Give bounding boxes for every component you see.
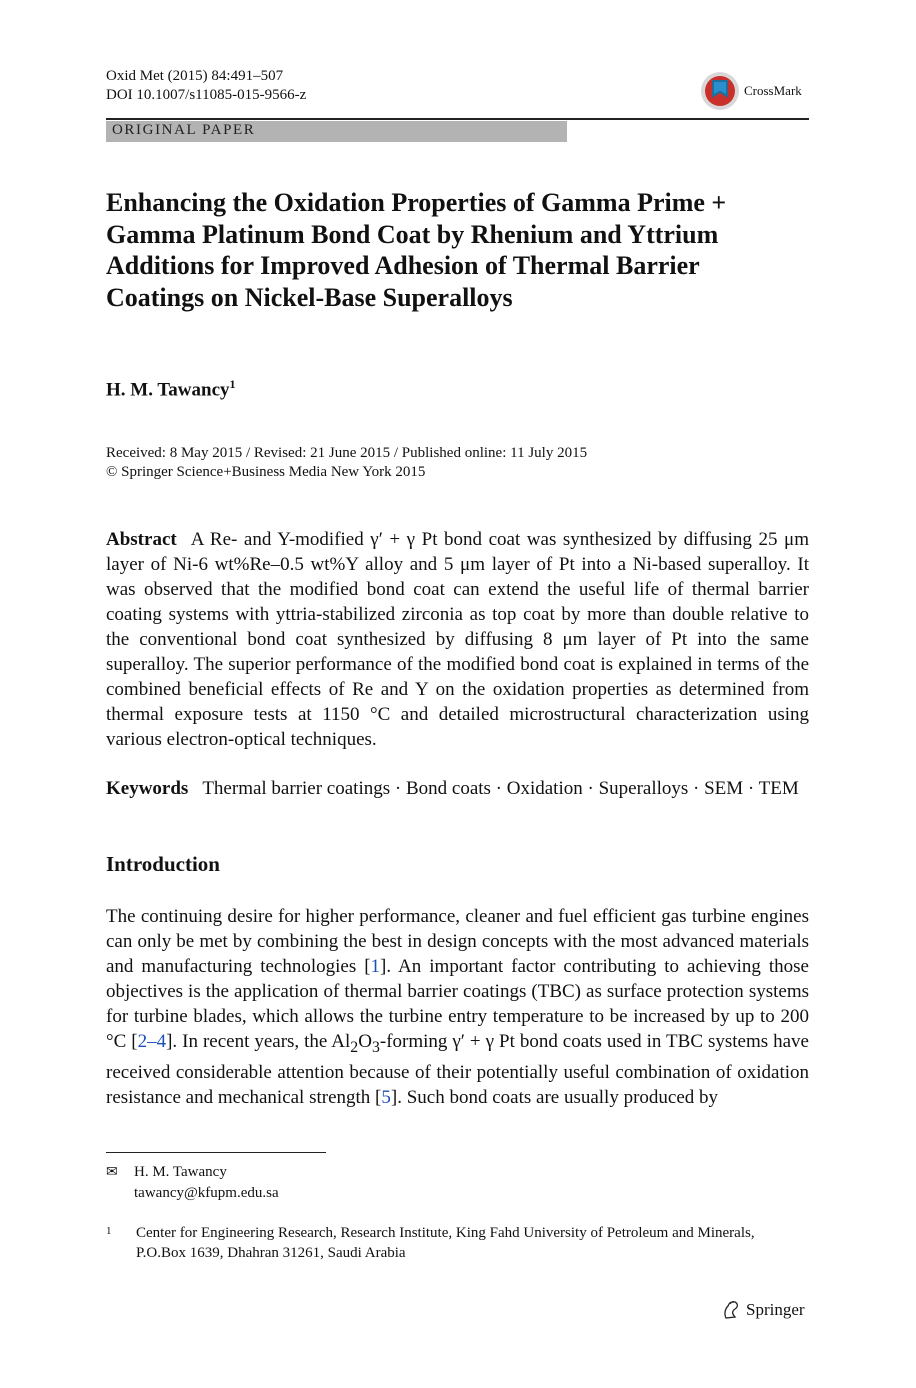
journal-citation	[106, 67, 306, 105]
abstract-text: A Re- and Y-modified γ′ + γ Pt bond coat was synthesized by diffusing 25 μm layer of Ni-6 wt%Re–0.5 wt%Y alloy and 5 μm layer of Pt into a Ni-based superalloy. It was observed that the modified bond coat can extend the useful life of thermal barrier coating systems with yttria-stabilized zirconia as top coat by more than double relative to the conventional bond coat synthesized by diffusing 8 μm layer of Pt into the same superalloy. The superior performance of the modified bond coat is explained in terms of the combined beneficial effects of Re and Y on the oxidation properties as determined from thermal exposure tests at 1150 °C and detailed microstructural characterization using various electron-optical techniques.	[106, 529, 809, 750]
journal-volume-pages: Oxid Met (2015) 84:491–507	[106, 68, 284, 84]
springer-horse-icon	[722, 1300, 740, 1320]
citation-link[interactable]: 5	[381, 1086, 391, 1108]
crossmark-label: CrossMark	[744, 83, 802, 98]
footnote-rule	[106, 1152, 326, 1153]
publication-dates: Received: 8 May 2015 / Revised: 21 June 2015 / Published online: 11 July 2015	[106, 445, 588, 461]
affiliation-text: Center for Engineering Research, Research Institute, King Fahd University of Petroleum and Minerals, P.O.Box 1639, Dhahran 31261, Saudi Arabia	[136, 1225, 755, 1261]
intro-text: ]. Such bond coats are usually produced by	[390, 1086, 719, 1108]
intro-text: -forming γ′ + γ Pt bond coats used in TBC systems have received considerable attention because of their potentially useful combination of oxidation resistance and mechanical strength [	[106, 1031, 809, 1108]
article-type-band	[106, 121, 567, 142]
crossmark-badge[interactable]	[700, 70, 810, 112]
subscript: 2	[350, 1038, 359, 1056]
intro-text: The continuing desire for higher performance, cleaner and fuel efficient gas turbine engines can only be met by combining the best in design concepts with the most advanced materials and manufacturing technologies [	[106, 906, 809, 977]
keywords	[106, 776, 809, 801]
keywords-text: Thermal barrier coatings · Bond coats · Oxidation · Superalloys · SEM · TEM	[202, 778, 799, 799]
keywords-label: Keywords	[106, 778, 189, 799]
introduction-paragraph	[106, 904, 809, 1110]
publisher-logo	[722, 1300, 805, 1320]
doi[interactable]: DOI 10.1007/s11085-015-9566-z	[106, 87, 307, 103]
author-line	[106, 377, 236, 401]
crossmark-icon	[700, 71, 740, 111]
intro-text: ]. An important factor contributing to achieving those objectives is the application of thermal barrier coatings (TBC) as surface protection systems for turbine blades, which allows the turbine entry temperature to be increased by up to 200 °C [	[106, 956, 809, 1052]
abstract	[106, 527, 809, 752]
abstract-label: Abstract	[106, 529, 177, 550]
contact-email[interactable]: tawancy@kfupm.edu.sa	[134, 1185, 279, 1201]
intro-text: ]. In recent years, the Al	[166, 1031, 351, 1052]
publication-history	[106, 444, 587, 482]
header-rule	[106, 118, 809, 120]
copyright-line: © Springer Science+Business Media New York 2015	[106, 464, 426, 480]
intro-text: O	[358, 1031, 372, 1052]
citation-link[interactable]: 2–4	[137, 1031, 167, 1052]
affiliation-number: 1	[106, 1225, 112, 1237]
envelope-icon: ✉	[106, 1165, 118, 1180]
corresponding-author	[106, 1162, 279, 1203]
section-heading-introduction: Introduction	[106, 852, 220, 876]
publisher-name: Springer	[746, 1300, 805, 1319]
author-name[interactable]: H. M. Tawancy	[106, 379, 230, 401]
article-type-label: ORIGINAL PAPER	[112, 122, 256, 138]
affiliation-footnote	[106, 1223, 786, 1263]
subscript: 3	[371, 1038, 380, 1056]
citation-link[interactable]: 1	[370, 956, 381, 977]
affiliation-mark: 1	[229, 377, 236, 391]
article-title: Enhancing the Oxidation Properties of Gamma Prime + Gamma Platinum Bond Coat by Rhenium and Yttrium Additions for Improved Adhesion of Thermal Barrier Coatings on Nickel-Base Superalloys	[106, 188, 727, 312]
contact-name: H. M. Tawancy	[134, 1164, 227, 1180]
